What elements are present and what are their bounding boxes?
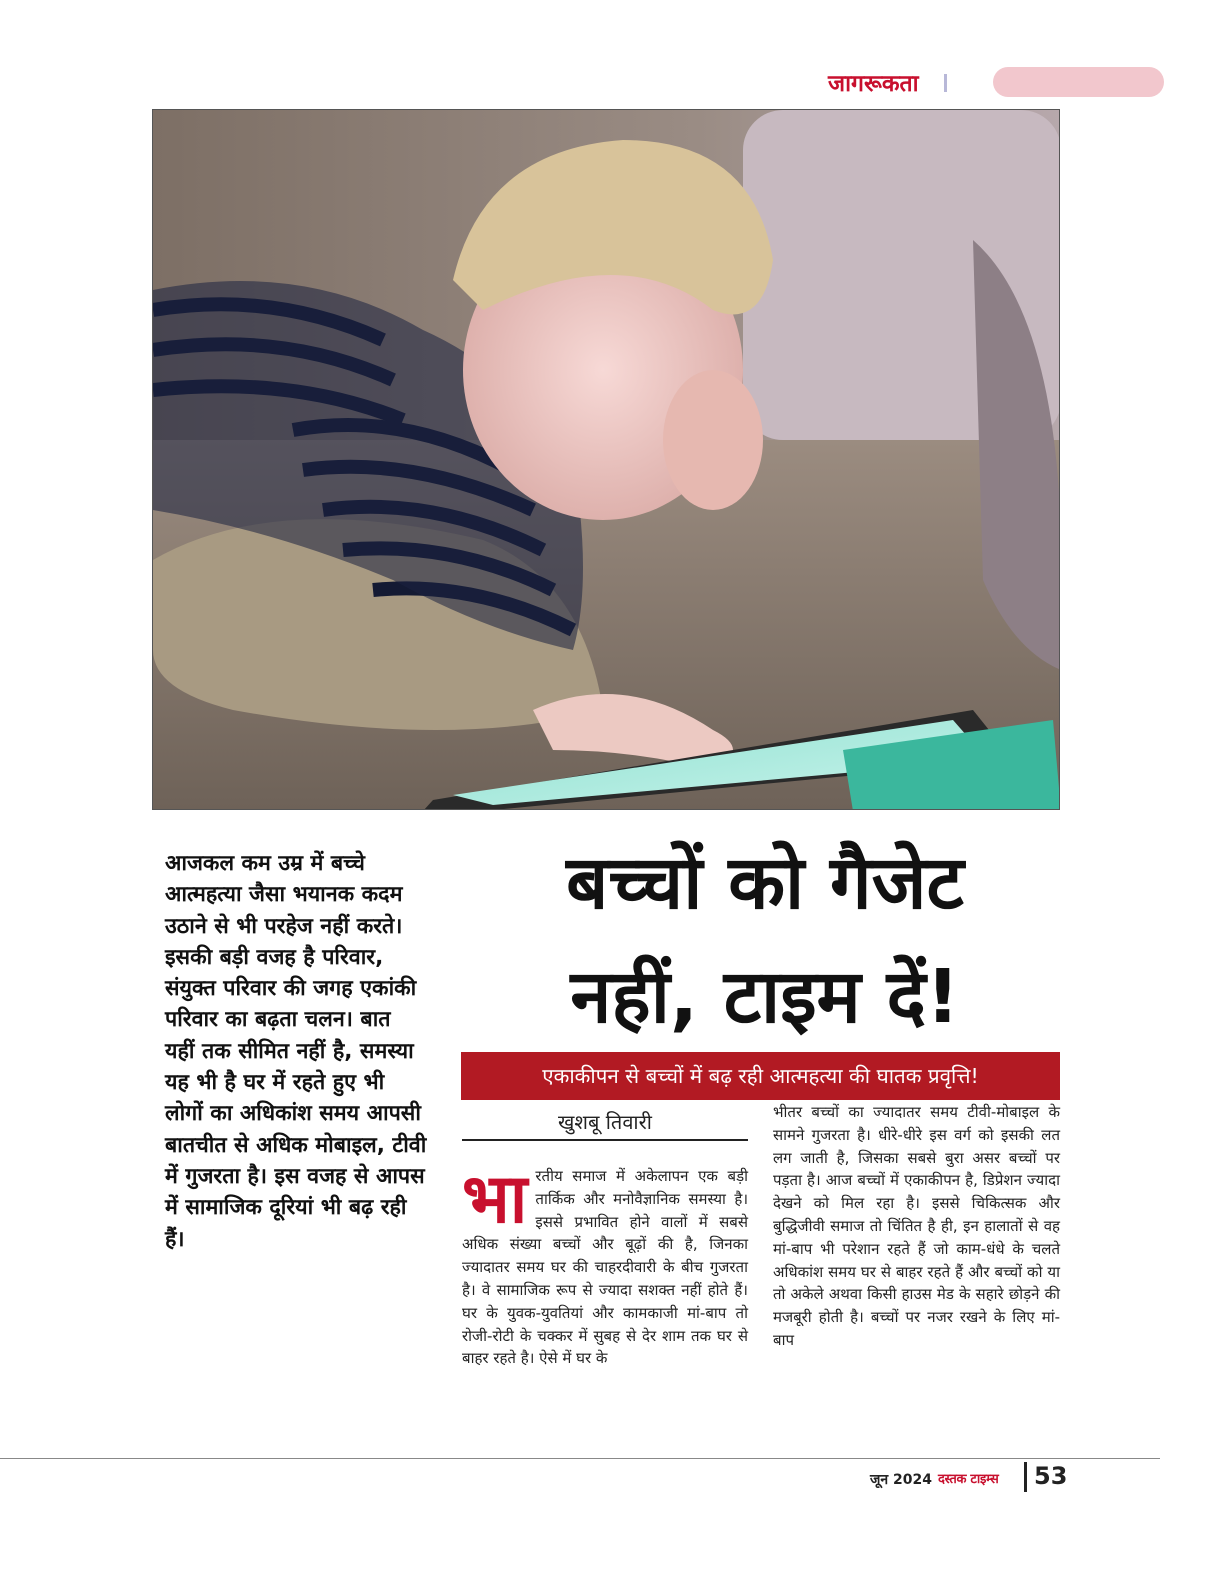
article-photo-child-with-tablet xyxy=(152,109,1060,810)
drop-cap: भा xyxy=(462,1159,528,1239)
byline-author: खुशबू तिवारी xyxy=(558,1110,652,1134)
byline-underline xyxy=(462,1139,748,1141)
page-number: 53 xyxy=(1034,1462,1068,1490)
footer-magazine-name: दस्तक टाइम्स xyxy=(938,1472,999,1487)
header-pill-decoration xyxy=(993,67,1164,97)
headline-line-1: बच्चों को गैजेट xyxy=(566,840,964,926)
intro-summary: आजकल कम उम्र में बच्चे आत्महत्या जैसा भयानक कदम उठाने से भी परहेज नहीं करते। इसकी बड़ी वजह है परिवार, संयुक्त परिवार की जगह एकांकी परिवार का बढ़ता चलन। बात यहीं तक सीमित नहीं है, समस्या यह भी है घर में रहते हुए भी लोगों का अधिकांश समय आपसी बातचीत से अधिक मोबाइल, टीवी में गुजरता है। इस वजह से आपस में सामाजिक दूरियां भी बढ़ रही हैं। xyxy=(165,851,427,1252)
body-column-1-text: रतीय समाज में अकेलापन एक बड़ी तार्किक और मनोवैज्ञानिक समस्या है। इससे प्रभावित होने वालों में सबसे अधिक संख्या बच्चों और बूढ़ों की है, जिनका ज्यादातर समय घर की चाहरदीवारी के बीच गुजरता है। वे सामाजिक रूप से ज्यादा सशक्त नहीं होते हैं। घर के युवक-युवतियां और कामकाजी मां-बाप तो रोजी-रोटी के चक्कर में सुबह से देर शाम तक घर से बाहर रहते है। ऐसे में घर के xyxy=(462,1167,748,1368)
footer-separator xyxy=(1024,1462,1027,1492)
article-headline xyxy=(470,826,1060,1054)
section-tag: जागरूकता xyxy=(828,71,919,97)
body-column-1 xyxy=(462,1159,748,1370)
section-divider xyxy=(944,74,947,92)
footer-divider xyxy=(0,1458,1160,1459)
headline-line-2: नहीं, टाइम दें! xyxy=(570,954,960,1040)
body-column-2: भीतर बच्चों का ज्यादातर समय टीवी-मोबाइल के सामने गुजरता है। धीरे-धीरे इस वर्ग को इसकी लत लग जाती है, जिसका सबसे बुरा असर बच्चों पर पड़ता है। आज बच्चों में एकाकीपन है, डिप्रेशन ज्यादा देखने को मिल रहा है। इससे चिकित्सक और बुद्धिजीवी समाज तो चिंतित है ही, इन हालातों से वह मां-बाप भी परेशान रहते हैं जो काम-धंधे के चलते अधिकांश समय घर से बाहर रहते हैं और बच्चों को या तो अकेले अथवा किसी हाउस मेड के सहारे छोड़ने की मजबूरी होती है। बच्चों पर नजर रखने के लिए मां-बाप xyxy=(773,1103,1060,1349)
article-deck: एकाकीपन से बच्चों में बढ़ रही आत्महत्या की घातक प्रवृत्ति! xyxy=(461,1052,1060,1100)
footer-issue-date: जून 2024 xyxy=(870,1472,932,1488)
